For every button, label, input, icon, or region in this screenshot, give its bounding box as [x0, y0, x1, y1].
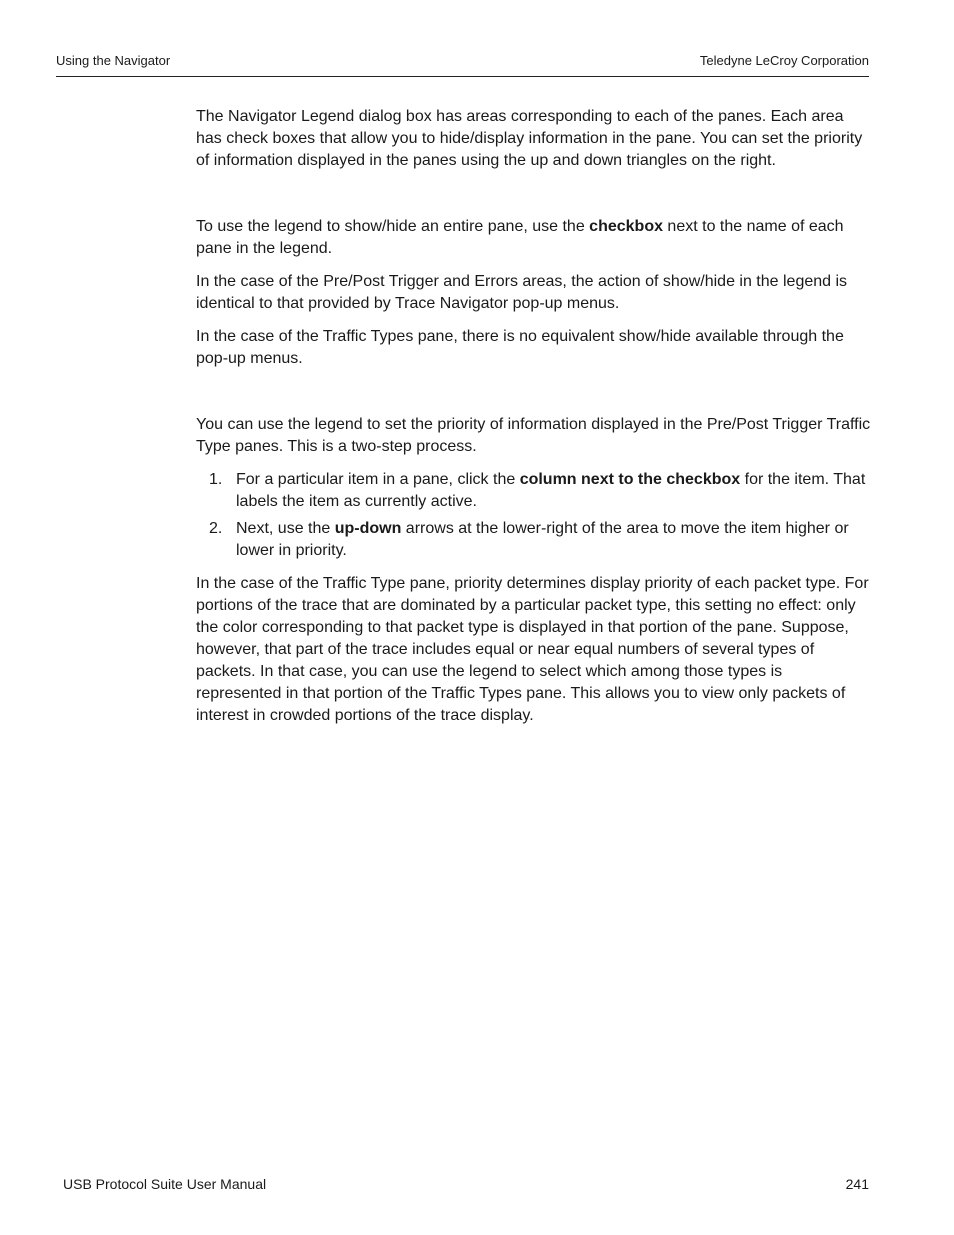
showhide-paragraph-checkbox: [196, 216, 871, 260]
step-number: 1.: [209, 471, 223, 488]
showhide-paragraph-traffic-types: In the case of the Traffic Types pane, there is no equivalent show/hide available through the pop-up menus.: [196, 328, 844, 367]
header-section-title: Using the Navigator: [56, 53, 171, 68]
priority-steps-list: [196, 469, 871, 562]
step-bold-text: column next to the checkbox: [519, 471, 741, 488]
step-number: 2.: [209, 520, 223, 537]
list-item: [196, 518, 871, 562]
step-text-before: Next, use the: [236, 520, 335, 537]
priority-intro-paragraph: You can use the legend to set the priority of information displayed in the Pre/Post Trigger Traffic Type panes. This is a two-step process.: [196, 416, 871, 455]
footer-manual-title: USB Protocol Suite User Manual: [63, 1176, 267, 1192]
intro-paragraph: The Navigator Legend dialog box has areas corresponding to each of the panes. Each area has check boxes that allow you to hide/display information in the pane. You can set the priority of information displayed in the panes using the up and down triangles on the right.: [196, 108, 863, 169]
step-text-after: arrows at the lower-right of the area to move the item higher or lower in priority.: [236, 520, 849, 559]
step-text-after: for the item. That labels the item as currently active.: [236, 471, 866, 510]
showhide-bold-checkbox: checkbox: [589, 218, 663, 235]
step-text-before: For a particular item in a pane, click the: [236, 471, 520, 488]
priority-closing-paragraph: In the case of the Traffic Type pane, priority determines display priority of each packet type. For portions of the trace that are dominated by a particular packet type, this setting no effect: only the color corresponding to that packet type is displayed in that portion of the pane. Suppose, however, that part of the trace includes equal or near equal numbers of several types of packets. In that case, you can use the legend to select which among those types is represented in that portion of the Traffic Types pane. This allows you to view only packets of interest in crowded portions of the trace display.: [196, 575, 869, 724]
page-header: [56, 52, 869, 77]
showhide-paragraph-trigger-errors: In the case of the Pre/Post Trigger and Errors areas, the action of show/hide in the legend is identical to that provided by Trace Navigator pop-up menus.: [196, 273, 848, 312]
section-spacer: [196, 381, 871, 414]
showhide-text-before: To use the legend to show/hide an entire pane, use the: [196, 218, 590, 235]
showhide-text-after: next to the name of each pane in the legend.: [196, 218, 844, 257]
section-spacer: [196, 183, 871, 216]
header-company-name: Teledyne LeCroy Corporation: [699, 53, 869, 68]
list-item: [196, 469, 871, 513]
main-content: [196, 106, 871, 738]
footer-page-number: 241: [845, 1176, 869, 1192]
step-bold-text: up-down: [334, 520, 402, 537]
